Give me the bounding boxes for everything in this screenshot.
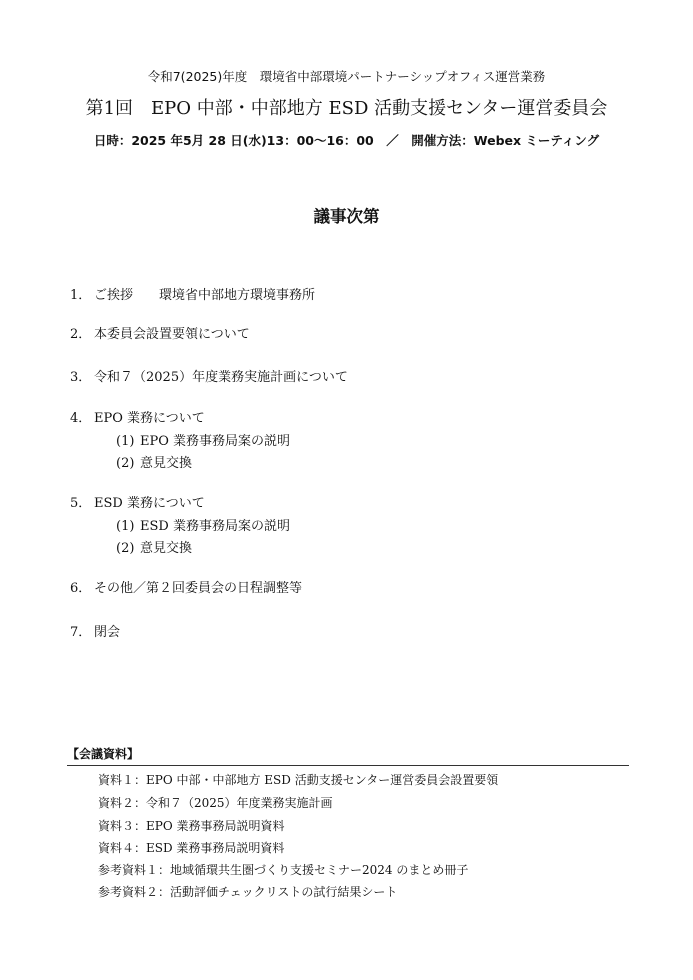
meeting-title: 第1回 EPO 中部・中部地方 ESD 活動支援センター運営委員会 — [85, 98, 608, 119]
subitem-number: (2) — [116, 541, 135, 556]
reference-item-1: 参考資料１：地域循環共生圏づくり支援セミナー2024 のまとめ冊子 — [98, 863, 469, 877]
agenda-item-label: ご挨拶 — [94, 288, 134, 303]
materials-divider — [67, 765, 629, 766]
agenda-item-1 — [70, 284, 315, 303]
materials-heading: 【会議資料】 — [67, 747, 140, 761]
agenda-item-number: 2． — [70, 327, 92, 342]
agenda-subitem-5-2 — [116, 537, 192, 556]
agenda-item-label: 令和７（2025）年度業務実施計画について — [94, 370, 348, 385]
agenda-subitem-4-2 — [116, 452, 192, 471]
reference-item-2: 参考資料２：活動評価チェックリストの試行結果シート — [98, 885, 398, 899]
agenda-subitem-4-1 — [116, 430, 290, 449]
agenda-item-number: 5． — [70, 496, 92, 511]
agenda-item-number: 4． — [70, 411, 92, 426]
agenda-item-label: その他／第２回委員会の日程調整等 — [94, 581, 303, 596]
agenda-item-number: 6． — [70, 581, 92, 596]
agenda-item-presenter: 環境省中部地方環境事務所 — [159, 288, 316, 303]
agenda-item-6 — [70, 577, 302, 596]
subitem-number: (1) — [116, 519, 135, 534]
material-item-4: 資料４：ESD 業務事務局説明資料 — [98, 841, 285, 855]
agenda-item-number: 7． — [70, 625, 92, 640]
agenda-item-label: 閉会 — [94, 625, 121, 640]
subitem-label: 意見交換 — [140, 541, 193, 556]
material-item-3: 資料３：EPO 業務事務局説明資料 — [98, 819, 285, 833]
agenda-item-5 — [70, 492, 205, 511]
subitem-number: (1) — [116, 434, 135, 449]
subitem-number: (2) — [116, 456, 135, 471]
agenda-item-number: 3． — [70, 370, 92, 385]
agenda-item-2 — [70, 323, 250, 342]
agenda-item-7 — [70, 621, 120, 640]
agenda-item-4 — [70, 407, 205, 426]
agenda-item-label: ESD 業務について — [94, 496, 205, 511]
material-item-2: 資料２：令和７（2025）年度業務実施計画 — [98, 796, 333, 810]
agenda-item-number: 1． — [70, 288, 92, 303]
agenda-item-label: EPO 業務について — [94, 411, 205, 426]
subitem-label: 意見交換 — [140, 456, 193, 471]
agenda-item-label: 本委員会設置要領について — [94, 327, 250, 342]
agenda-subitem-5-1 — [116, 515, 290, 534]
project-line: 令和7(2025)年度 環境省中部環境パートナーシップオフィス運営業務 — [147, 69, 546, 84]
subitem-label: ESD 業務事務局案の説明 — [140, 519, 290, 534]
subitem-label: EPO 業務事務局案の説明 — [140, 434, 291, 449]
material-item-1: 資料１：EPO 中部・中部地方 ESD 活動支援センター運営委員会設置要領 — [98, 773, 499, 787]
agenda-item-3 — [70, 366, 348, 385]
agenda-heading: 議事次第 — [313, 207, 380, 226]
datetime-line: 日時：2025 年5月 28 日(水)13：00～16：00 ／ 開催方法：Webex ミーティング — [93, 133, 600, 148]
